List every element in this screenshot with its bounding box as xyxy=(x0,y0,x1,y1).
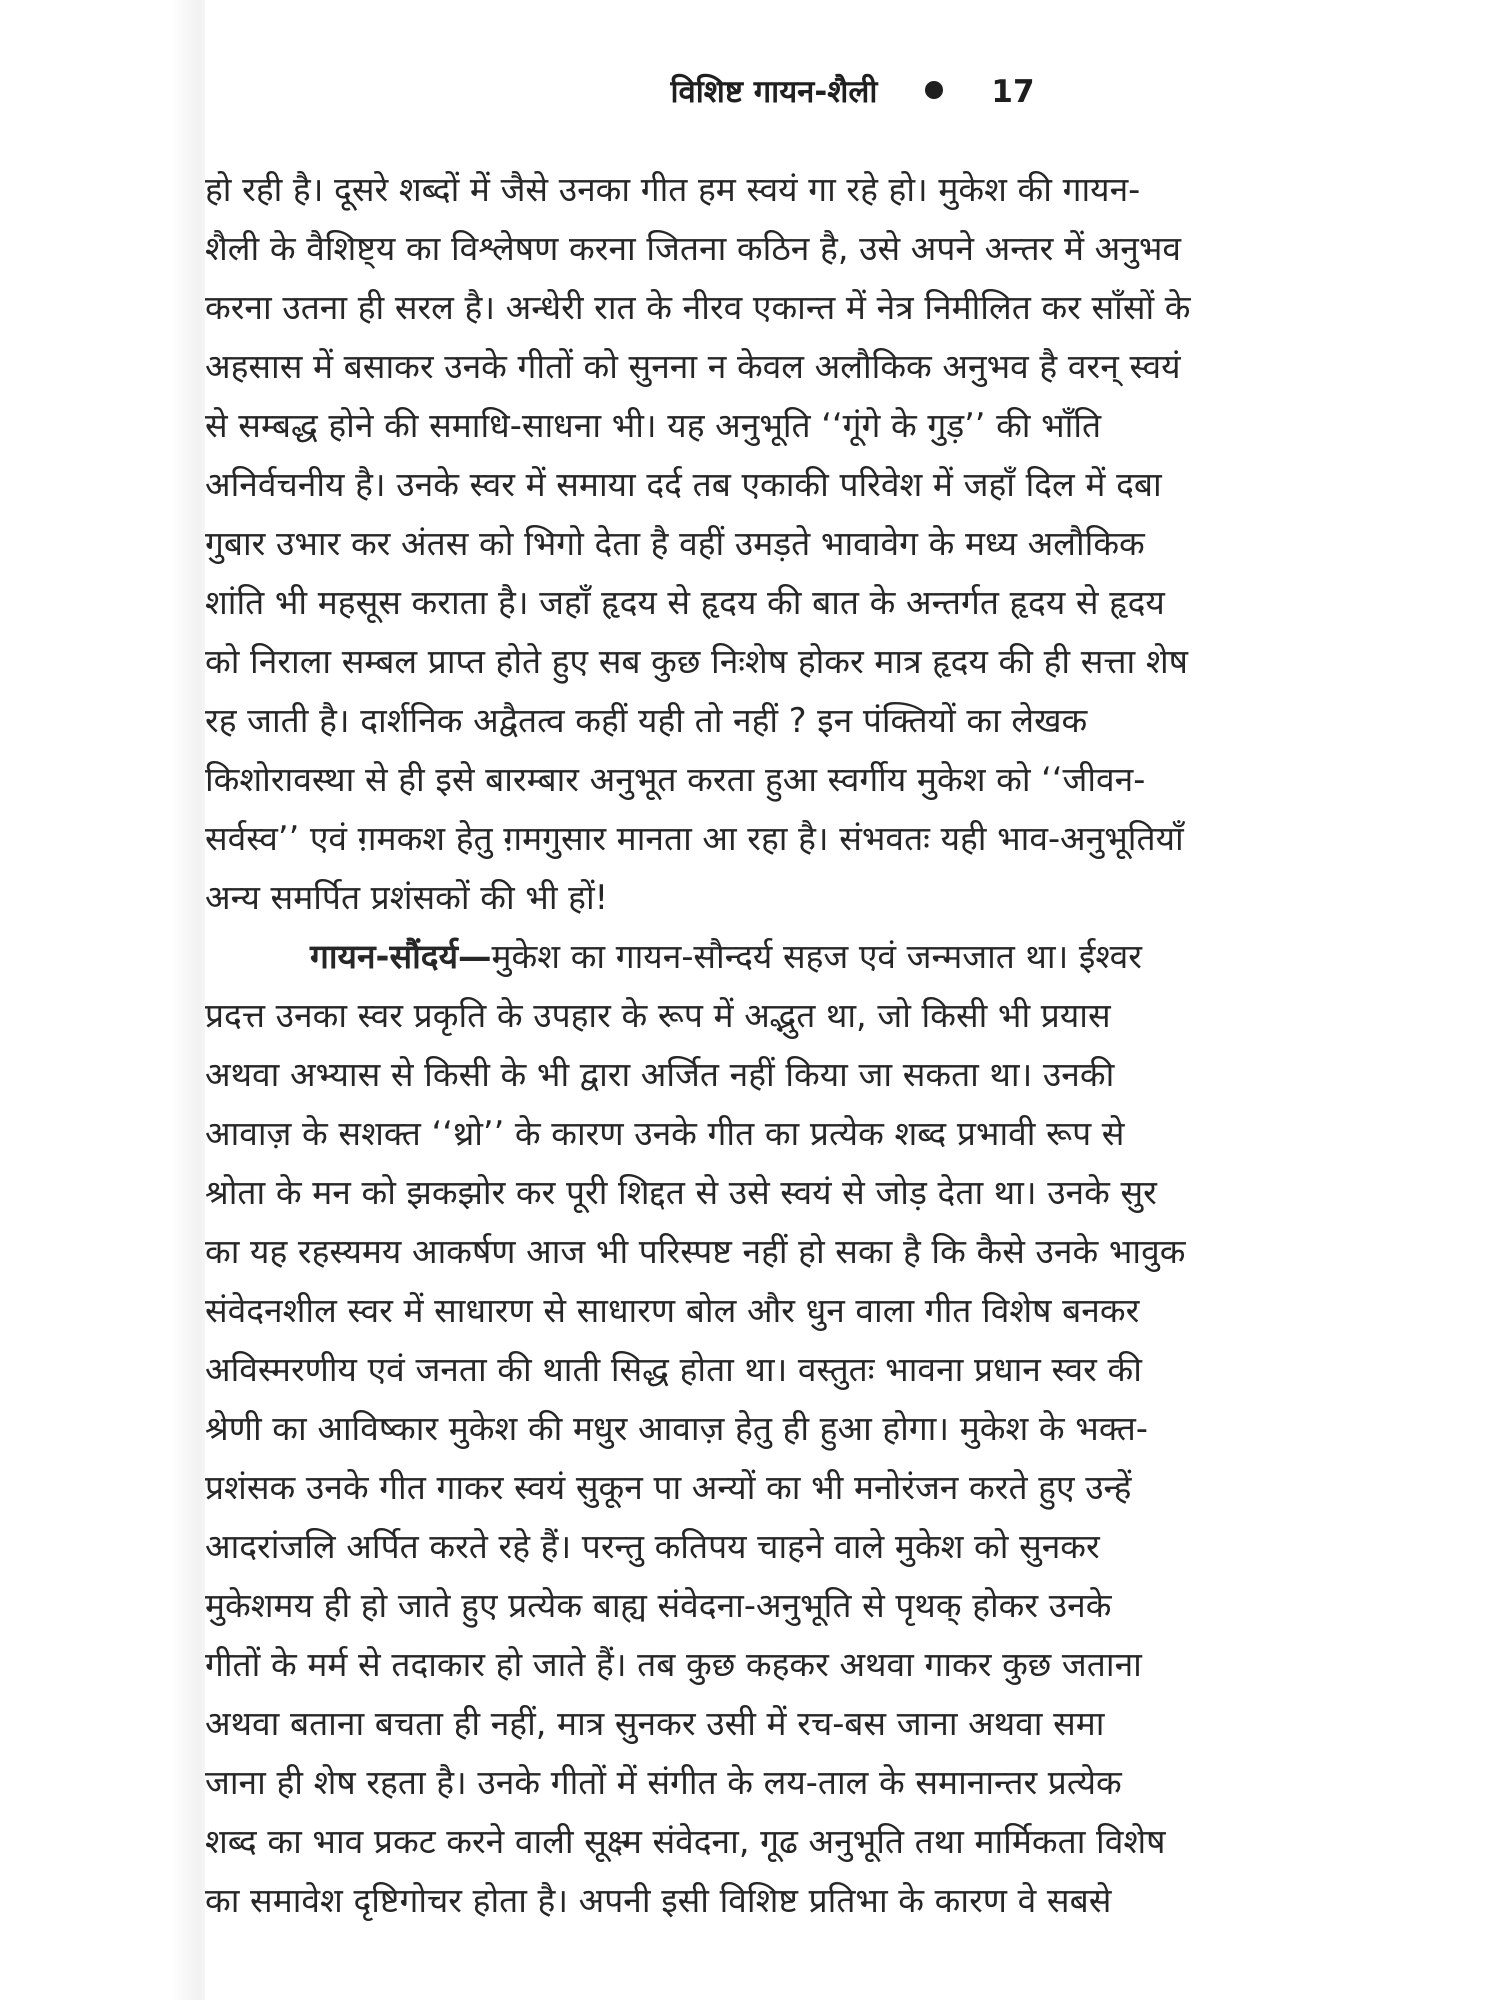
bullet-separator-icon xyxy=(925,81,943,99)
text-line: शब्द का भाव प्रकट करने वाली सूक्ष्म संवेदना, गूढ अनुभूति तथा मार्मिकता विशेष xyxy=(205,1822,1166,1861)
text-line: अविस्मरणीय एवं जनता की थाती सिद्ध होता था। वस्तुतः भावना प्रधान स्वर की xyxy=(205,1350,1142,1389)
text-line: श्रोता के मन को झकझोर कर पूरी शिद्दत से उसे स्वयं से जोड़ देता था। उनके सुर xyxy=(205,1173,1157,1212)
text-line: का यह रहस्यमय आकर्षण आज भी परिस्पष्ट नहीं हो सका है कि कैसे उनके भावुक xyxy=(205,1232,1186,1271)
text-line: आवाज़ के सशक्त ‘‘थ्रो’’ के कारण उनके गीत का प्रत्येक शब्द प्रभावी रूप से xyxy=(205,1114,1125,1153)
text-line: मुकेशमय ही हो जाते हुए प्रत्येक बाह्य संवेदना-अनुभूति से पृथक् होकर उनके xyxy=(205,1586,1112,1625)
text-line: को निराला सम्बल प्राप्त होते हुए सब कुछ निःशेष होकर मात्र हृदय की ही सत्ता शेष xyxy=(205,642,1188,681)
text-line: अहसास में बसाकर उनके गीतों को सुनना न केवल अलौकिक अनुभव है वरन् स्वयं xyxy=(205,347,1181,386)
text-line: हो रही है। दूसरे शब्दों में जैसे उनका गीत हम स्वयं गा रहे हो। मुकेश की गायन- xyxy=(205,170,1141,209)
section-first-line-text: मुकेश का गायन-सौन्दर्य सहज एवं जन्मजात था। ईश्वर xyxy=(491,937,1142,976)
text-line: अन्य समर्पित प्रशंसकों की भी हों! xyxy=(205,878,609,917)
text-line: शांति भी महसूस कराता है। जहाँ हृदय से हृदय की बात के अन्तर्गत हृदय से हृदय xyxy=(205,583,1165,622)
text-line: प्रदत्त उनका स्वर प्रकृति के उपहार के रूप में अद्भुत था, जो किसी भी प्रयास xyxy=(205,996,1111,1035)
text-line: अनिर्वचनीय है। उनके स्वर में समाया दर्द तब एकाकी परिवेश में जहाँ दिल में दबा xyxy=(205,465,1162,504)
section-first-line xyxy=(205,927,1305,986)
text-line: गीतों के मर्म से तदाकार हो जाते हैं। तब कुछ कहकर अथवा गाकर कुछ जताना xyxy=(205,1645,1142,1684)
page-number: 17 xyxy=(991,74,1035,110)
text-line: प्रशंसक उनके गीत गाकर स्वयं सुकून पा अन्यों का भी मनोरंजन करते हुए उन्हें xyxy=(205,1468,1132,1507)
text-line: किशोरावस्था से ही इसे बारम्बार अनुभूत करता हुआ स्वर्गीय मुकेश को ‘‘जीवन- xyxy=(205,760,1146,799)
text-line: अथवा अभ्यास से किसी के भी द्वारा अर्जित नहीं किया जा सकता था। उनकी xyxy=(205,1055,1115,1094)
section-heading: गायन-सौंदर्य— xyxy=(310,937,492,976)
page-gutter-shadow xyxy=(0,0,205,2000)
text-line: जाना ही शेष रहता है। उनके गीतों में संगीत के लय-ताल के समानान्तर प्रत्येक xyxy=(205,1763,1122,1802)
text-line: गुबार उभार कर अंतस को भिगो देता है वहीं उमड़ते भावावेग के मध्य अलौकिक xyxy=(205,524,1145,563)
text-line: अथवा बताना बचता ही नहीं, मात्र सुनकर उसी में रच-बस जाना अथवा समा xyxy=(205,1704,1105,1743)
text-line: सर्वस्व’’ एवं ग़मकश हेतु ग़मगुसार मानता आ रहा है। संभवतः यही भाव-अनुभूतियाँ xyxy=(205,819,1184,858)
text-line: का समावेश दृष्टिगोचर होता है। अपनी इसी विशिष्ट प्रतिभा के कारण वे सबसे xyxy=(205,1881,1112,1920)
chapter-title: विशिष्ट गायन-शैली xyxy=(670,74,878,110)
text-line: रह जाती है। दार्शनिक अद्वैतत्व कहीं यही तो नहीं ? इन पंक्तियों का लेखक xyxy=(205,701,1088,740)
text-line: श्रेणी का आविष्कार मुकेश की मधुर आवाज़ हेतु ही हुआ होगा। मुकेश के भक्त- xyxy=(205,1409,1148,1448)
running-header xyxy=(205,70,1500,114)
text-line: से सम्बद्ध होने की समाधि-साधना भी। यह अनुभूति ‘‘गूंगे के गुड़’’ की भाँति xyxy=(205,406,1102,445)
body-text xyxy=(205,160,1305,1930)
text-line: शैली के वैशिष्ट्य का विश्लेषण करना जितना कठिन है, उसे अपने अन्तर में अनुभव xyxy=(205,229,1182,268)
text-line: करना उतना ही सरल है। अन्धेरी रात के नीरव एकान्त में नेत्र निमीलित कर साँसों के xyxy=(205,288,1191,327)
book-page xyxy=(205,0,1500,2000)
text-line: संवेदनशील स्वर में साधारण से साधारण बोल और धुन वाला गीत विशेष बनकर xyxy=(205,1291,1140,1330)
text-line: आदरांजलि अर्पित करते रहे हैं। परन्तु कतिपय चाहने वाले मुकेश को सुनकर xyxy=(205,1527,1100,1566)
